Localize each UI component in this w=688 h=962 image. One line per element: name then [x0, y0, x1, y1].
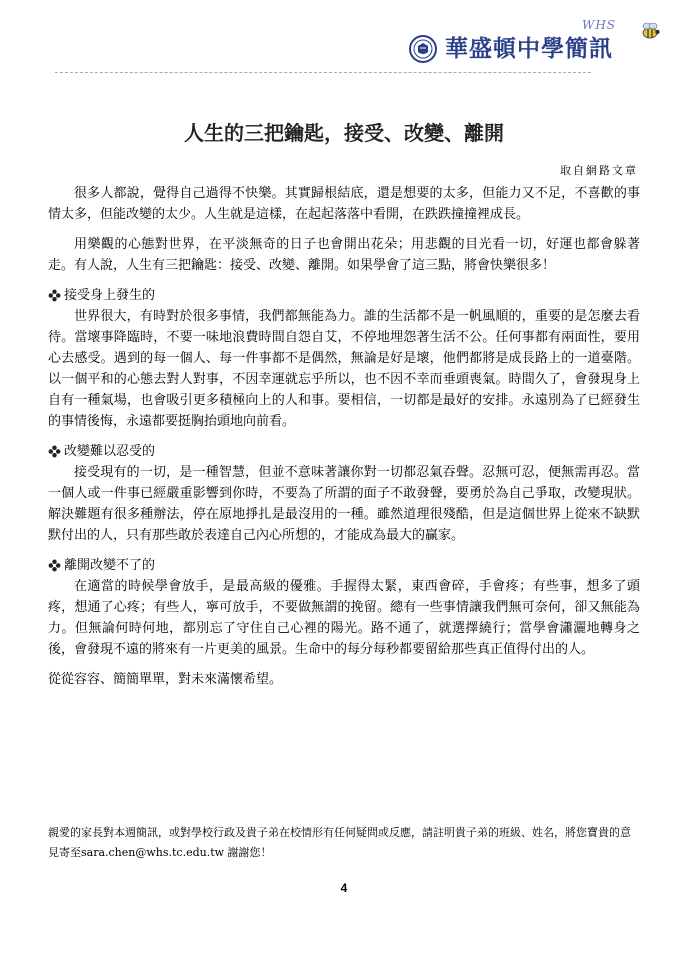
intro-paragraph-1: 很多人都說，覺得自己過得不快樂。其實歸根結底，還是想要的太多，但能力又不足，不喜歡的事情太多，但能改變的太少。人生就是這樣，在起起落落中看開，在跌跌撞撞裡成長。: [48, 186, 640, 222]
page-number: 4: [340, 881, 348, 895]
flower-bullet-icon: [48, 559, 61, 572]
header-divider: [55, 72, 591, 73]
article-source: 取自網路文章: [560, 164, 638, 177]
masthead: [0, 0, 688, 80]
intro-paragraph-2: 用樂觀的心態對世界，在平淡無奇的日子也會開出花朵；用悲觀的目光看一切，好運也都會躲著走。有人說，人生有三把鑰匙：接受、改變、離開。如果學會了這三點，將會快樂很多！: [48, 237, 640, 273]
parent-feedback-note: 親愛的家長對本週簡訊，或對學校行政及貴子弟在校情形有任何疑問或反應，請註明貴子弟的班級、姓名，將您寶貴的意見寄至sara.chen@whs.tc.edu.tw 謝謝您！: [48, 826, 631, 859]
newsletter-brand: 華盛頓中學簡訊: [445, 36, 613, 62]
bee-icon: [634, 20, 664, 42]
section-heading-text: 改變難以忍受的: [64, 444, 156, 459]
section-heading-change: [48, 441, 640, 462]
article-title: 人生的三把鑰匙，接受、改變、離開: [184, 121, 504, 145]
section-body-accept: 世界很大，有時對於很多事情，我們都無能為力。誰的生活都不是一帆風順的，重要的是怎麼去看待。當壞事降臨時，不要一味地浪費時間自怨自艾，不停地埋怨著生活不公。任何事都有兩面性，要用心去感受。遇到的每一個人、每一件事都不是偶然，無論是好是壞，他們都將是成長路上的一道臺階。以一個平和的心態去對人對事，不因幸運就忘乎所以，也不因不幸而垂頭喪氣。時間久了，會發現身上自有一種氣場，也會吸引更多積極向上的人和事。要相信，一切都是最好的安排。永遠別為了已經發生的事情後悔，永遠都要挺胸抬頭地向前看。: [48, 309, 640, 429]
section-heading-text: 離開改變不了的: [64, 558, 156, 573]
closing-line: 從從容容、簡簡單單，對未來滿懷希望。: [48, 672, 283, 687]
article-body: [48, 183, 640, 699]
section-heading-accept: [48, 285, 640, 306]
section-body-change: 接受現有的一切，是一種智慧，但並不意味著讓你對一切都忍氣吞聲。忍無可忍，便無需再忍。當一個人或一件事已經嚴重影響到你時，不要為了所謂的面子不敢發聲，要勇於為自己爭取，改變現狀。解決難題有很多種辦法，停在原地掙扎是最沒用的一種。雖然道理很殘酷，但是這個世界上從來不缺默默付出的人，只有那些敢於表達自己內心所想的，才能成為最大的贏家。: [48, 465, 640, 543]
section-heading-text: 接受身上發生的: [64, 288, 156, 303]
flower-bullet-icon: [48, 289, 61, 302]
whs-script-mark: WHS: [582, 18, 617, 32]
flower-bullet-icon: [48, 445, 61, 458]
section-heading-leave: [48, 555, 640, 576]
school-seal-icon: [409, 35, 437, 63]
section-body-leave: 在適當的時候學會放手，是最高級的優雅。手握得太緊，東西會碎，手會疼；有些事，想多了頭疼，想通了心疼；有些人，寧可放手，不要做無謂的挽留。總有一些事情讓我們無可奈何，卻又無能為力。但無論何時何地，都別忘了守住自己心裡的陽光。路不通了，就選擇繞行；當學會瀟灑地轉身之後，會發現不遠的將來有一片更美的風景。生命中的每分每秒都要留給那些真正值得付出的人。: [48, 579, 640, 657]
